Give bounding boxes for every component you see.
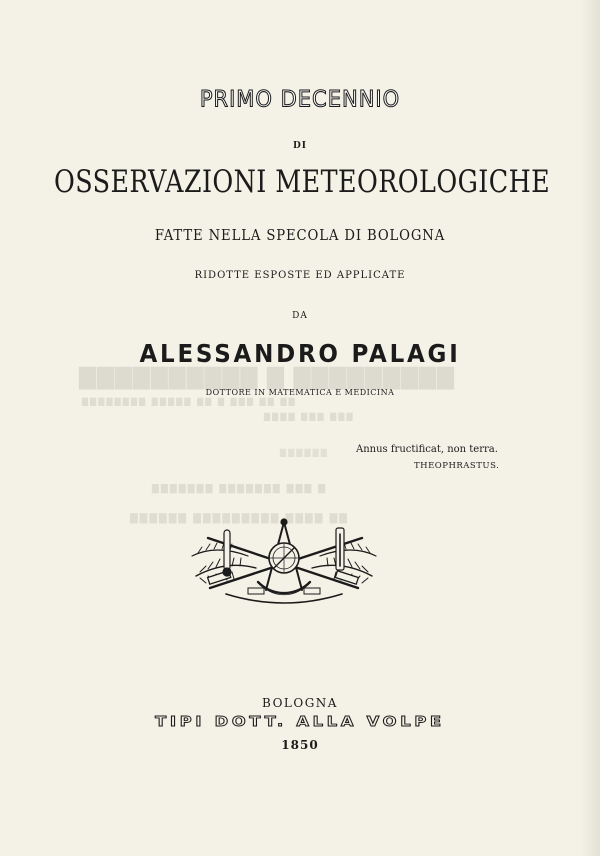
page-edge-shadow bbox=[580, 0, 600, 856]
imprint-year: 1850 bbox=[281, 738, 319, 752]
author-name: ALESSANDRO PALAGI bbox=[139, 339, 461, 368]
imprint-printer: TIPI DOTT. ALLA VOLPE bbox=[155, 715, 445, 730]
subtitle-fatte: FATTE NELLA SPECOLA DI BOLOGNA bbox=[154, 226, 446, 244]
epigraph-attribution: THEOPHRASTUS. bbox=[414, 461, 500, 471]
bleed-through-mark: ▇▇▇ ▇▇▇ ▇▇▇▇ bbox=[262, 412, 353, 421]
bleed-through-mark: ▇▇▇▇▇▇▇▇▇ ▇ ▇▇▇▇▇▇▇▇▇▇ bbox=[78, 364, 454, 390]
imprint-city: BOLOGNA bbox=[262, 696, 338, 710]
connector-da: DA bbox=[292, 311, 308, 321]
epigraph-quote: Annus fructificat, non terra. bbox=[356, 444, 498, 455]
bleed-through-mark: ▇ ▇▇▇ ▇▇▇▇▇▇▇ ▇▇▇▇▇▇▇ bbox=[150, 484, 326, 494]
connector-di: DI bbox=[292, 141, 307, 151]
bleed-through-mark: ▇▇ ▇▇▇▇ ▇▇▇▇▇▇▇▇▇ ▇▇▇▇▇▇ bbox=[128, 513, 348, 524]
instruments-vignette-icon bbox=[186, 516, 382, 612]
bleed-through-mark: ▇▇ ▇▇ ▇▇▇ ▇ ▇▇ ▇▇▇▇▇ ▇▇▇▇▇▇▇▇ bbox=[80, 397, 295, 406]
main-title: OSSERVAZIONI METEOROLOGICHE bbox=[54, 164, 551, 200]
subtitle-ridotte: RIDOTTE ESPOSTE ED APPLICATE bbox=[194, 270, 406, 281]
author-credentials: DOTTORE IN MATEMATICA E MEDICINA bbox=[205, 388, 395, 397]
bleed-through-mark: ▇▇▇▇▇▇ bbox=[278, 448, 327, 457]
heading-primo-decennio: PRIMO DECENNIO bbox=[199, 86, 401, 112]
